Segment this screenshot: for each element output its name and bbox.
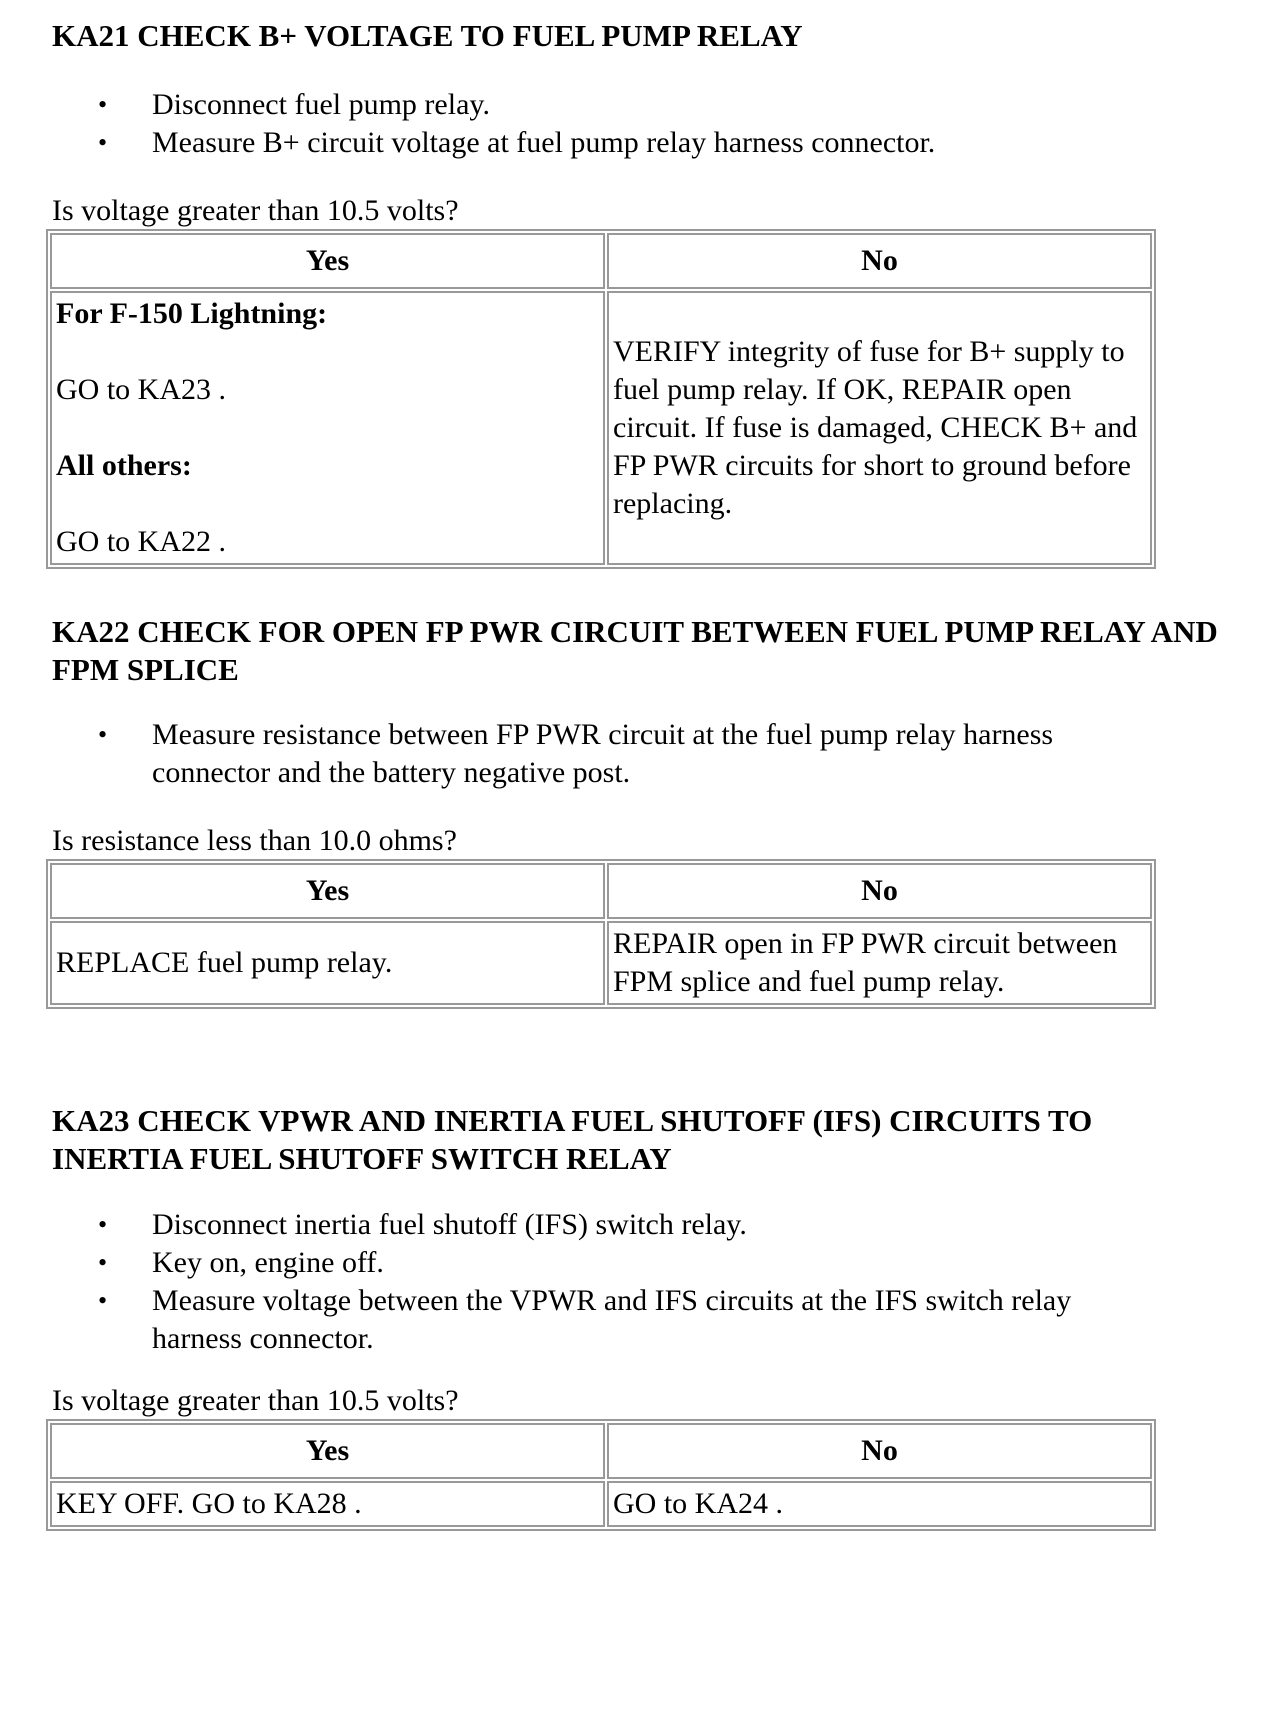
no-cell: GO to KA24 . — [607, 1481, 1152, 1527]
section-title-ka23: KA23 CHECK VPWR AND INERTIA FUEL SHUTOFF (IFS) CIRCUITS TO INERTIA FUEL SHUTOFF SWITCH RELAY — [52, 1103, 1093, 1176]
yes-label-others: All others: — [56, 449, 192, 482]
step-item: • Measure voltage between the VPWR and IFS circuits at the IFS switch relay harness connector. — [52, 1282, 1152, 1358]
steps-list-ka22 — [52, 716, 1152, 792]
question-ka23: Is voltage greater than 10.5 volts? — [52, 1384, 459, 1417]
step-item: • Key on, engine off. — [52, 1244, 1152, 1282]
yes-cell — [50, 291, 605, 565]
yes-header: Yes — [50, 233, 605, 289]
yes-cell: KEY OFF. GO to KA28 . — [50, 1481, 605, 1527]
yes-label-lightning: For F-150 Lightning: — [56, 297, 328, 330]
decision-table-ka23 — [46, 1419, 1156, 1531]
no-header: No — [607, 863, 1152, 919]
yes-header: Yes — [50, 1423, 605, 1479]
steps-list-ka21 — [52, 86, 1202, 162]
decision-table-ka21 — [46, 229, 1156, 569]
yes-goto-ka22: GO to KA22 . — [56, 525, 226, 558]
question-ka21: Is voltage greater than 10.5 volts? — [52, 194, 459, 227]
section-title-ka21: KA21 CHECK B+ VOLTAGE TO FUEL PUMP RELAY — [52, 18, 803, 53]
no-cell: VERIFY integrity of fuse for B+ supply to fuel pump relay. If OK, REPAIR open circuit. If fuse is damaged, CHECK B+ and FP PWR circuits for short to ground before replacing. — [607, 291, 1152, 565]
step-item: • Measure B+ circuit voltage at fuel pump relay harness connector. — [52, 124, 1202, 162]
step-item: • Disconnect inertia fuel shutoff (IFS) switch relay. — [52, 1206, 1152, 1244]
no-cell: REPAIR open in FP PWR circuit between FPM splice and fuel pump relay. — [607, 921, 1152, 1005]
yes-header: Yes — [50, 863, 605, 919]
question-ka22: Is resistance less than 10.0 ohms? — [52, 824, 457, 857]
steps-list-ka23 — [52, 1206, 1152, 1358]
yes-cell: REPLACE fuel pump relay. — [50, 921, 605, 1005]
step-item: • Disconnect fuel pump relay. — [52, 86, 1202, 124]
section-title-ka22: KA22 CHECK FOR OPEN FP PWR CIRCUIT BETWEEN FUEL PUMP RELAY AND FPM SPLICE — [52, 614, 1218, 687]
no-header: No — [607, 233, 1152, 289]
step-item: • Measure resistance between FP PWR circuit at the fuel pump relay harness connector and the battery negative post. — [52, 716, 1152, 792]
decision-table-ka22 — [46, 859, 1156, 1009]
yes-goto-ka23: GO to KA23 . — [56, 373, 226, 406]
no-header: No — [607, 1423, 1152, 1479]
